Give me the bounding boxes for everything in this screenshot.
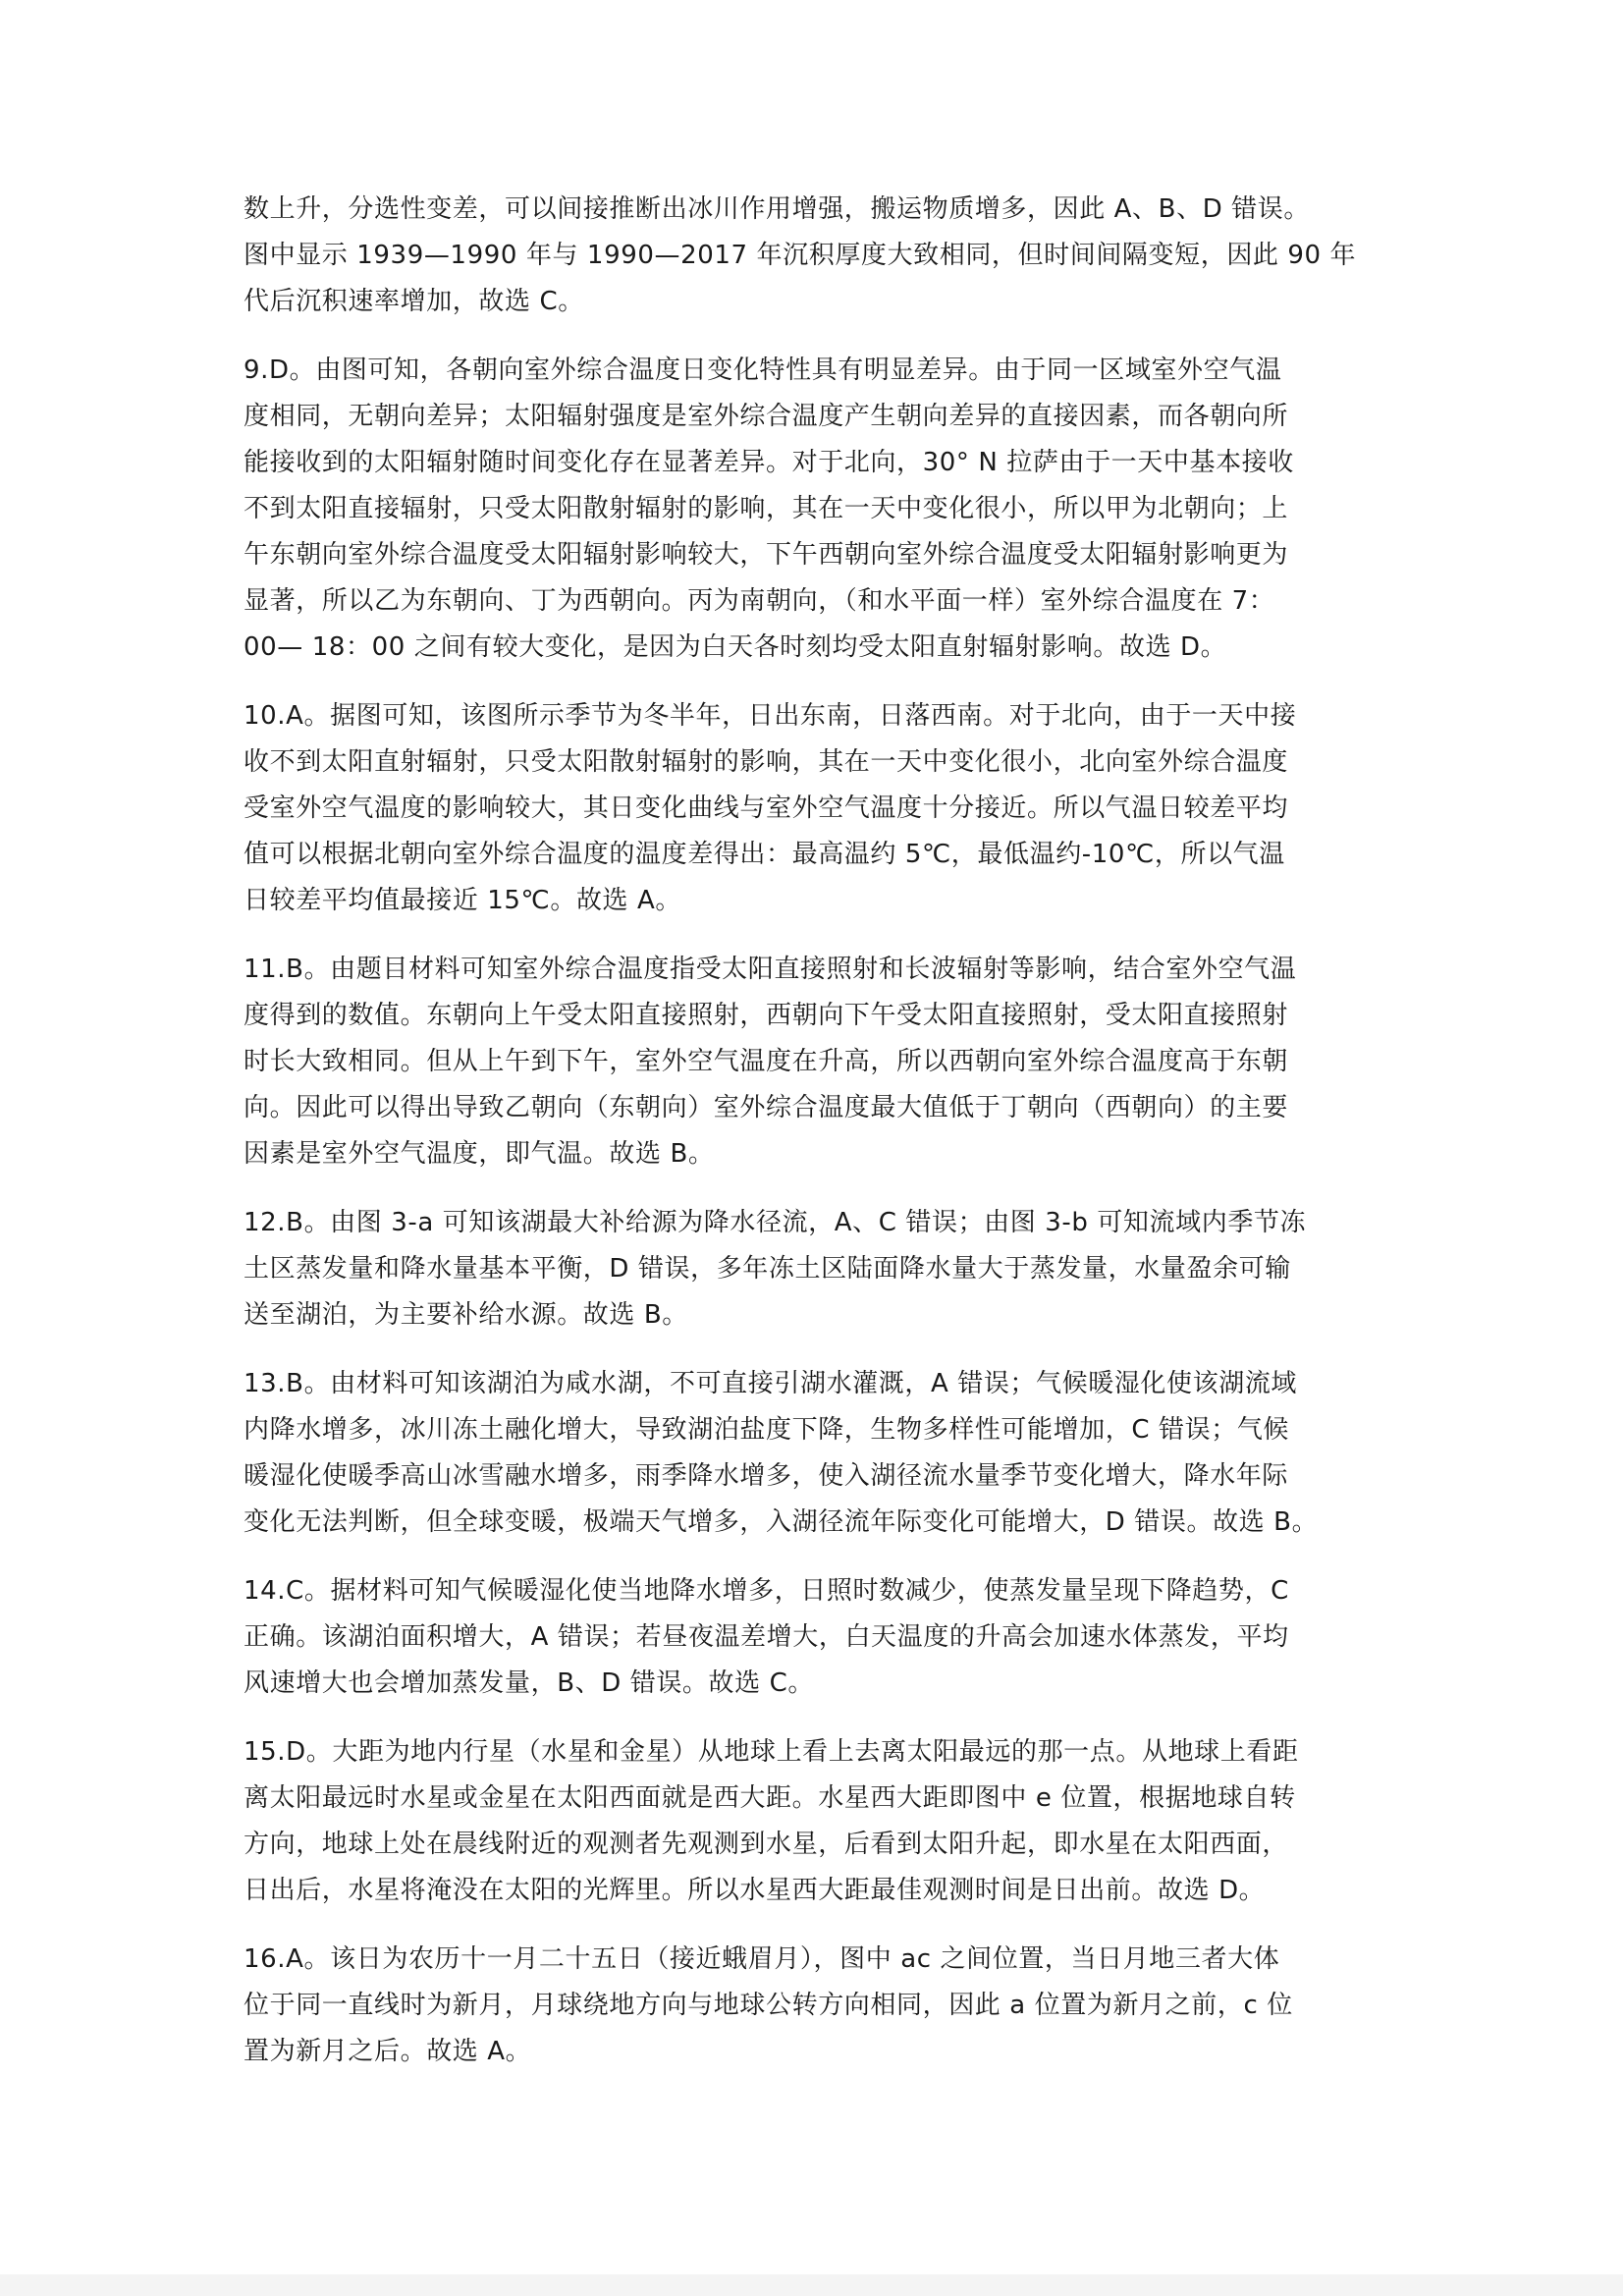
text-line: 15.D。大距为地内行星（水星和金星）从地球上看上去离太阳最远的那一点。从地球上看距 (243, 1737, 1299, 1767)
paragraph-answer-14 (243, 1568, 1382, 1707)
paragraph-answer-9 (243, 348, 1382, 671)
paragraph-continued (243, 187, 1382, 325)
text-line: 土区蒸发量和降水量基本平衡，D 错误，多年冻土区陆面降水量大于蒸发量，水量盈余可输 (243, 1254, 1291, 1284)
text-line: 置为新月之后。故选 A。 (243, 2037, 532, 2066)
text-line: 受室外空气温度的影响较大，其日变化曲线与室外空气温度十分接近。所以气温日较差平均 (243, 793, 1289, 823)
paragraph-answer-16 (243, 1937, 1382, 2075)
text-line: 午东朝向室外综合温度受太阳辐射影响较大，下午西朝向室外综合温度受太阳辐射影响更为 (243, 540, 1289, 570)
text-line: 数上升，分选性变差，可以间接推断出冰川作用增强，搬运物质增多，因此 A、B、D 错误。 (243, 194, 1310, 224)
page-bottom-edge (0, 2274, 1623, 2296)
text-line: 因素是室外空气温度，即气温。故选 B。 (243, 1139, 715, 1169)
paragraph-answer-13 (243, 1361, 1382, 1546)
text-line: 10.A。据图可知，该图所示季节为冬半年，日出东南，日落西南。对于北向，由于一天中接 (243, 701, 1297, 731)
paragraph-answer-15 (243, 1729, 1382, 1914)
text-line: 暖湿化使暖季高山冰雪融水增多，雨季降水增多，使入湖径流水量季节变化增大，降水年际 (243, 1461, 1289, 1491)
text-line: 正确。该湖泊面积增大，A 错误；若昼夜温差增大，白天温度的升高会加速水体蒸发，平均 (243, 1622, 1289, 1652)
answer-explanations (243, 187, 1382, 2098)
text-line: 度得到的数值。东朝向上午受太阳直接照射，西朝向下午受太阳直接照射，受太阳直接照射 (243, 1001, 1289, 1030)
text-line: 度相同，无朝向差异；太阳辐射强度是室外综合温度产生朝向差异的直接因素，而各朝向所 (243, 402, 1289, 431)
text-line: 能接收到的太阳辐射随时间变化存在显著差异。对于北向，30° N 拉萨由于一天中基本接收 (243, 448, 1294, 477)
text-line: 值可以根据北朝向室外综合温度的温度差得出：最高温约 5℃，最低温约-10℃，所以气温 (243, 840, 1285, 869)
text-line: 00— 18：00 之间有较大变化，是因为白天各时刻均受太阳直射辐射影响。故选 D。 (243, 632, 1227, 662)
text-line: 日出后，水星将淹没在太阳的光辉里。所以水星西大距最佳观测时间是日出前。故选 D。 (243, 1876, 1266, 1905)
paragraph-answer-11 (243, 947, 1382, 1177)
paragraph-answer-10 (243, 693, 1382, 924)
text-line: 风速增大也会增加蒸发量，B、D 错误。故选 C。 (243, 1668, 814, 1698)
text-line: 送至湖泊，为主要补给水源。故选 B。 (243, 1300, 688, 1330)
text-line: 16.A。该日为农历十一月二十五日（接近蛾眉月），图中 ac 之间位置，当日月地三者大体 (243, 1944, 1280, 1974)
text-line: 时长大致相同。但从上午到下午，室外空气温度在升高，所以西朝向室外综合温度高于东朝 (243, 1047, 1289, 1076)
text-line: 代后沉积速率增加，故选 C。 (243, 287, 584, 316)
text-line: 内降水增多，冰川冻土融化增大，导致湖泊盐度下降，生物多样性可能增加，C 错误；气候 (243, 1415, 1290, 1445)
text-line: 日较差平均值最接近 15℃。故选 A。 (243, 886, 681, 915)
text-line: 11.B。由题目材料可知室外综合温度指受太阳直接照射和长波辐射等影响，结合室外空气温 (243, 955, 1297, 984)
text-line: 图中显示 1939—1990 年与 1990—2017 年沉积厚度大致相同，但时间间隔变短，因此 90 年 (243, 241, 1357, 270)
text-line: 13.B。由材料可知该湖泊为咸水湖，不可直接引湖水灌溉，A 错误；气候暖湿化使该湖流域 (243, 1369, 1298, 1398)
text-line: 9.D。由图可知，各朝向室外综合温度日变化特性具有明显差异。由于同一区域室外空气温 (243, 355, 1282, 385)
text-line: 14.C。据材料可知气候暖湿化使当地降水增多，日照时数减少，使蒸发量呈现下降趋势，C (243, 1576, 1289, 1606)
text-line: 不到太阳直接辐射，只受太阳散射辐射的影响，其在一天中变化很小，所以甲为北朝向；上 (243, 494, 1289, 523)
text-line: 方向，地球上处在晨线附近的观测者先观测到水星，后看到太阳升起，即水星在太阳西面， (243, 1830, 1289, 1859)
text-line: 向。因此可以得出导致乙朝向（东朝向）室外综合温度最大值低于丁朝向（西朝向）的主要 (243, 1093, 1289, 1122)
text-line: 12.B。由图 3-a 可知该湖最大补给源为降水径流，A、C 错误；由图 3-b 可知流域内季节冻 (243, 1208, 1307, 1237)
paragraph-answer-12 (243, 1200, 1382, 1339)
text-line: 变化无法判断，但全球变暖，极端天气增多，入湖径流年际变化可能增大，D 错误。故选 B。 (243, 1507, 1319, 1537)
text-line: 显著，所以乙为东朝向、丁为西朝向。丙为南朝向，（和水平面一样）室外综合温度在 7： (243, 586, 1275, 616)
text-line: 收不到太阳直射辐射，只受太阳散射辐射的影响，其在一天中变化很小，北向室外综合温度 (243, 747, 1289, 777)
text-line: 离太阳最远时水星或金星在太阳西面就是西大距。水星西大距即图中 e 位置，根据地球自转 (243, 1783, 1296, 1813)
text-line: 位于同一直线时为新月，月球绕地方向与地球公转方向相同，因此 a 位置为新月之前，c 位 (243, 1991, 1293, 2020)
